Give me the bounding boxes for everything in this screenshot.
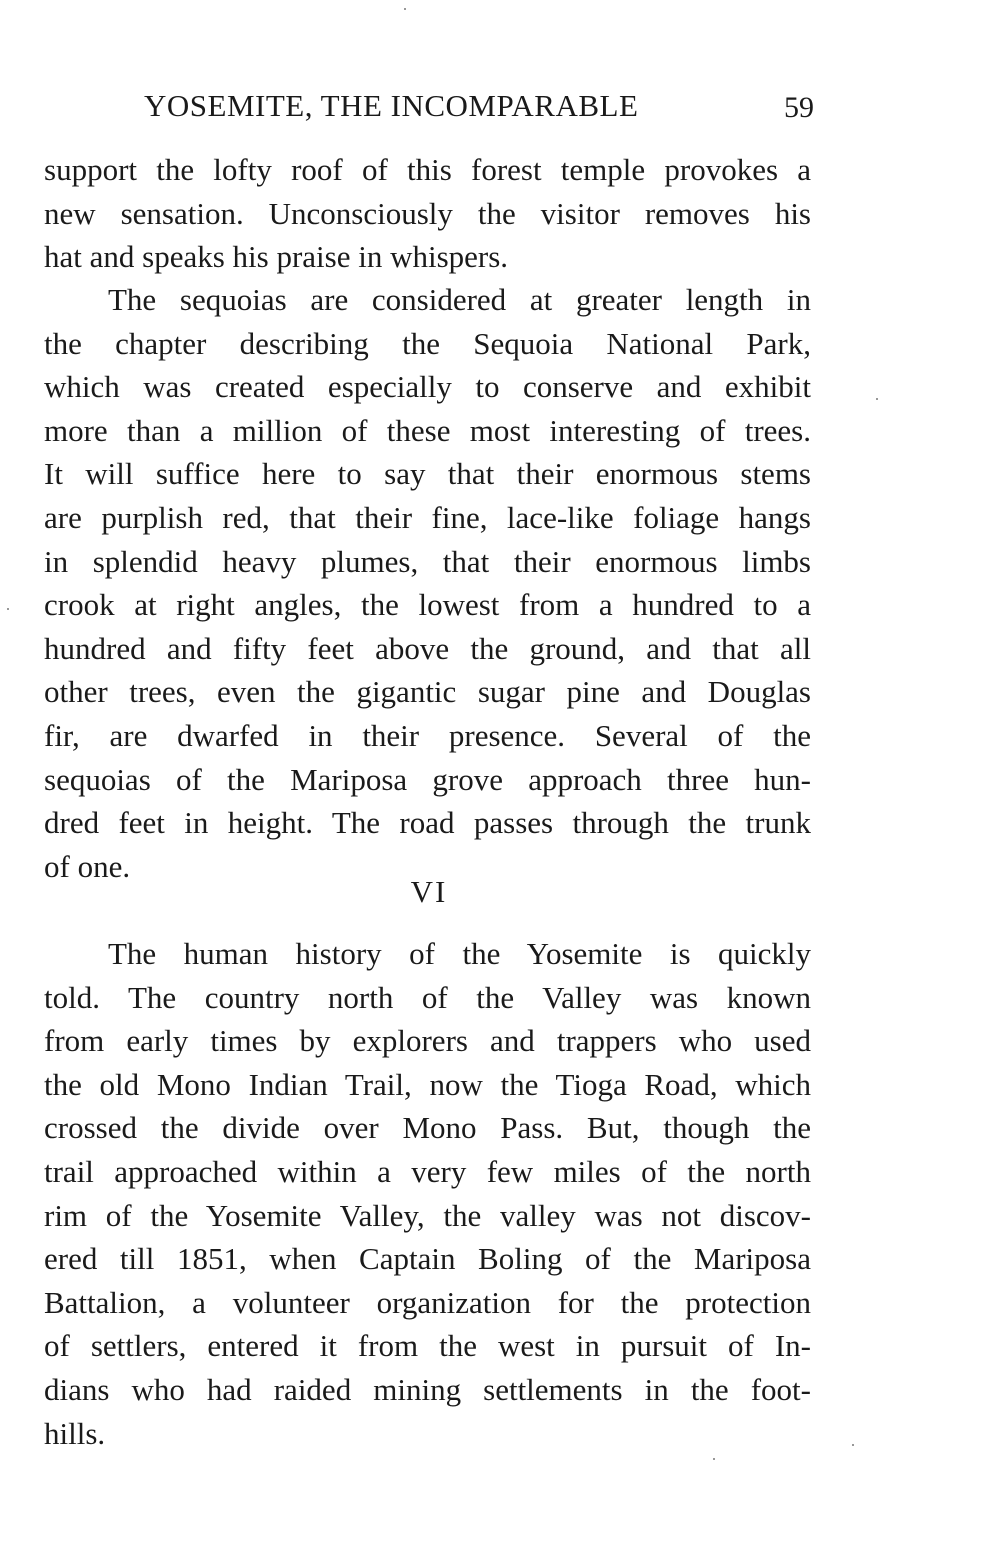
text-line: which was created especially to conserve and exhibit — [44, 369, 811, 405]
text-line: hills. — [44, 1415, 106, 1451]
text-line: more than a million of these most interesting of trees. — [44, 412, 811, 448]
text-line: The sequoias are considered at greater length in — [108, 282, 811, 317]
text-line: told. The country north of the Valley was known — [44, 979, 811, 1015]
scan-speck — [7, 608, 9, 610]
section-heading: VI — [410, 874, 448, 909]
scan-speck — [852, 1444, 854, 1446]
text-line: rim of the Yosemite Valley, the valley was not discov- — [44, 1197, 811, 1233]
text-line: trail approached within a very few miles of the north — [44, 1153, 811, 1189]
text-line: other trees, even the gigantic sugar pine and Douglas — [44, 674, 811, 710]
paragraph-continued — [44, 148, 811, 279]
text-line: fir, are dwarfed in their presence. Several of the — [44, 717, 811, 753]
text-line: hundred and fifty feet above the ground, and that all — [44, 630, 811, 666]
running-head — [44, 84, 814, 128]
text-line: crook at right angles, the lowest from a hundred to a — [44, 587, 811, 623]
text-line: from early times by explorers and trappers who used — [44, 1023, 811, 1059]
page-number: 59 — [784, 91, 814, 124]
text-line: support the lofty roof of this forest temple provokes a — [44, 152, 811, 187]
text-line: dred feet in height. The road passes through the trunk — [44, 805, 811, 841]
text-line: Battalion, a volunteer organization for the protection — [44, 1284, 811, 1320]
text-line: new sensation. Unconsciously the visitor removes his — [44, 195, 811, 231]
text-line: the old Mono Indian Trail, now the Tioga Road, which — [44, 1066, 811, 1102]
text-line: the chapter describing the Sequoia National Park, — [44, 325, 811, 361]
scan-speck — [404, 8, 406, 10]
text-line: are purplish red, that their fine, lace-like foliage hangs — [44, 499, 811, 535]
text-line: of settlers, entered it from the west in pursuit of In- — [44, 1328, 811, 1364]
text-line: sequoias of the Mariposa grove approach three hun- — [44, 761, 811, 797]
running-head-title: YOSEMITE, THE INCOMPARABLE — [144, 88, 639, 123]
paragraph-human-history — [44, 932, 811, 1455]
text-line: hat and speaks his praise in whispers. — [44, 239, 509, 275]
text-line: of one. — [44, 848, 131, 884]
scan-speck — [876, 398, 878, 400]
text-line: dians who had raided mining settlements in the foot- — [44, 1371, 811, 1407]
paragraph-sequoias — [44, 278, 811, 888]
text-line: in splendid heavy plumes, that their enormous limbs — [44, 543, 811, 579]
scan-speck — [713, 1458, 715, 1460]
text-line: ered till 1851, when Captain Boling of the Mariposa — [44, 1241, 811, 1277]
text-line: The human history of the Yosemite is quickly — [108, 936, 811, 971]
text-line: It will suffice here to say that their enormous stems — [44, 456, 811, 492]
text-line: crossed the divide over Mono Pass. But, though the — [44, 1110, 811, 1146]
